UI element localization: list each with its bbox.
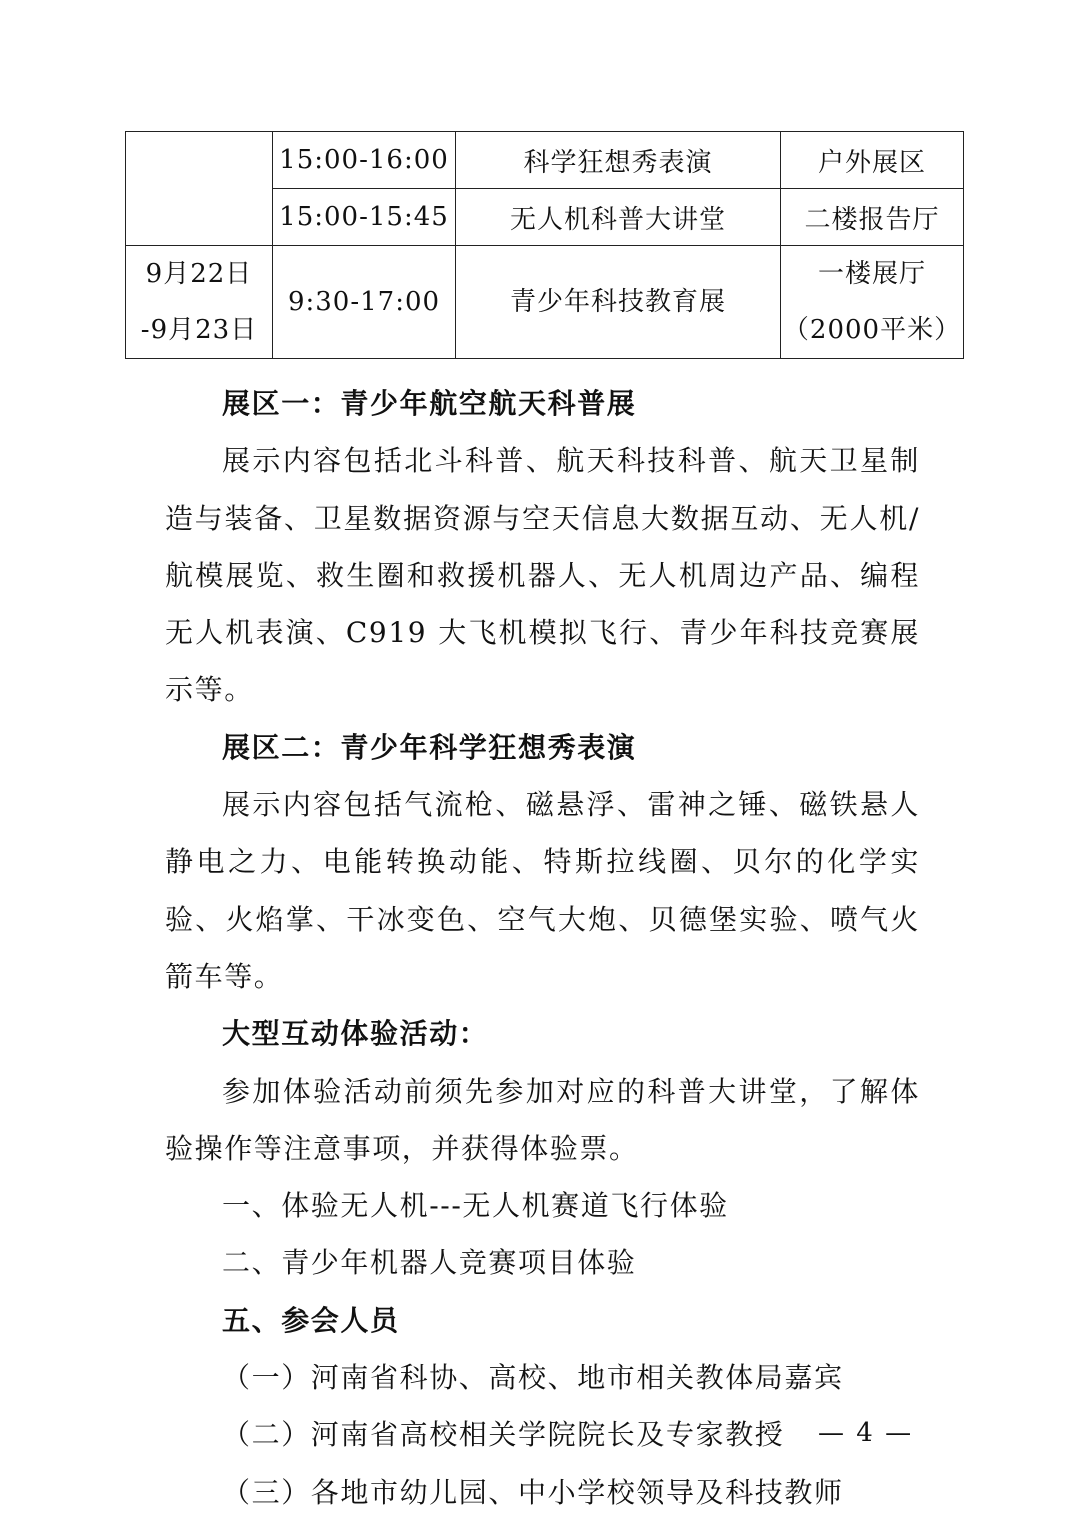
venue-cell bbox=[781, 246, 964, 359]
table-row bbox=[126, 246, 964, 359]
interactive-item: 二、青少年机器人竞赛项目体验 bbox=[222, 1246, 637, 1280]
venue-cell: 户外展区 bbox=[781, 132, 964, 189]
zone2-heading: 展区二：青少年科学狂想秀表演 bbox=[222, 730, 637, 764]
time-cell: 15:00-16:00 bbox=[273, 132, 456, 189]
zone2-paragraph: 展示内容包括气流枪、磁悬浮、雷神之锤、磁铁悬人静电之力、电能转换动能、特斯拉线圈、贝尔的化学实验、火焰掌、干冰变色、空气大炮、贝德堡实验、喷气火箭车等。 bbox=[165, 788, 920, 993]
section5-heading: 五、参会人员 bbox=[222, 1303, 400, 1337]
date-line: -9月23日 bbox=[140, 315, 258, 345]
venue-cell: 二楼报告厅 bbox=[781, 189, 964, 246]
venue-line: （2000平米） bbox=[782, 315, 962, 345]
page-number: — 4 — bbox=[818, 1418, 914, 1448]
attendee-item: （一）河南省科协、高校、地市相关教体局嘉宾 bbox=[222, 1361, 844, 1395]
interactive-heading: 大型互动体验活动： bbox=[222, 1017, 489, 1051]
document-body bbox=[165, 375, 920, 1521]
event-cell: 青少年科技教育展 bbox=[456, 246, 781, 359]
event-cell: 无人机科普大讲堂 bbox=[456, 189, 781, 246]
interactive-item: 一、体验无人机---无人机赛道飞行体验 bbox=[222, 1189, 729, 1223]
time-cell: 9:30-17:00 bbox=[273, 246, 456, 359]
attendee-item: （二）河南省高校相关学院院长及专家教授 bbox=[222, 1418, 785, 1452]
date-cell bbox=[126, 246, 273, 359]
attendee-item: （三）各地市幼儿园、中小学校领导及科技教师 bbox=[222, 1475, 844, 1509]
schedule-table bbox=[125, 131, 964, 359]
date-line: 9月22日 bbox=[145, 259, 253, 289]
zone1-heading: 展区一：青少年航空航天科普展 bbox=[222, 387, 637, 420]
table-row bbox=[126, 132, 964, 189]
time-cell: 15:00-15:45 bbox=[273, 189, 456, 246]
interactive-paragraph: 参加体验活动前须先参加对应的科普大讲堂，了解体验操作等注意事项，并获得体验票。 bbox=[165, 1074, 920, 1165]
event-cell: 科学狂想秀表演 bbox=[456, 132, 781, 189]
zone1-paragraph: 展示内容包括北斗科普、航天科技科普、航天卫星制造与装备、卫星数据资源与空天信息大数据互动、无人机/航模展览、救生圈和救援机器人、无人机周边产品、编程无人机表演、C919 大飞机模拟飞行、青少年科技竞赛展示等。 bbox=[165, 444, 920, 707]
venue-line: 一楼展厅 bbox=[817, 259, 926, 289]
date-cell bbox=[126, 132, 273, 246]
